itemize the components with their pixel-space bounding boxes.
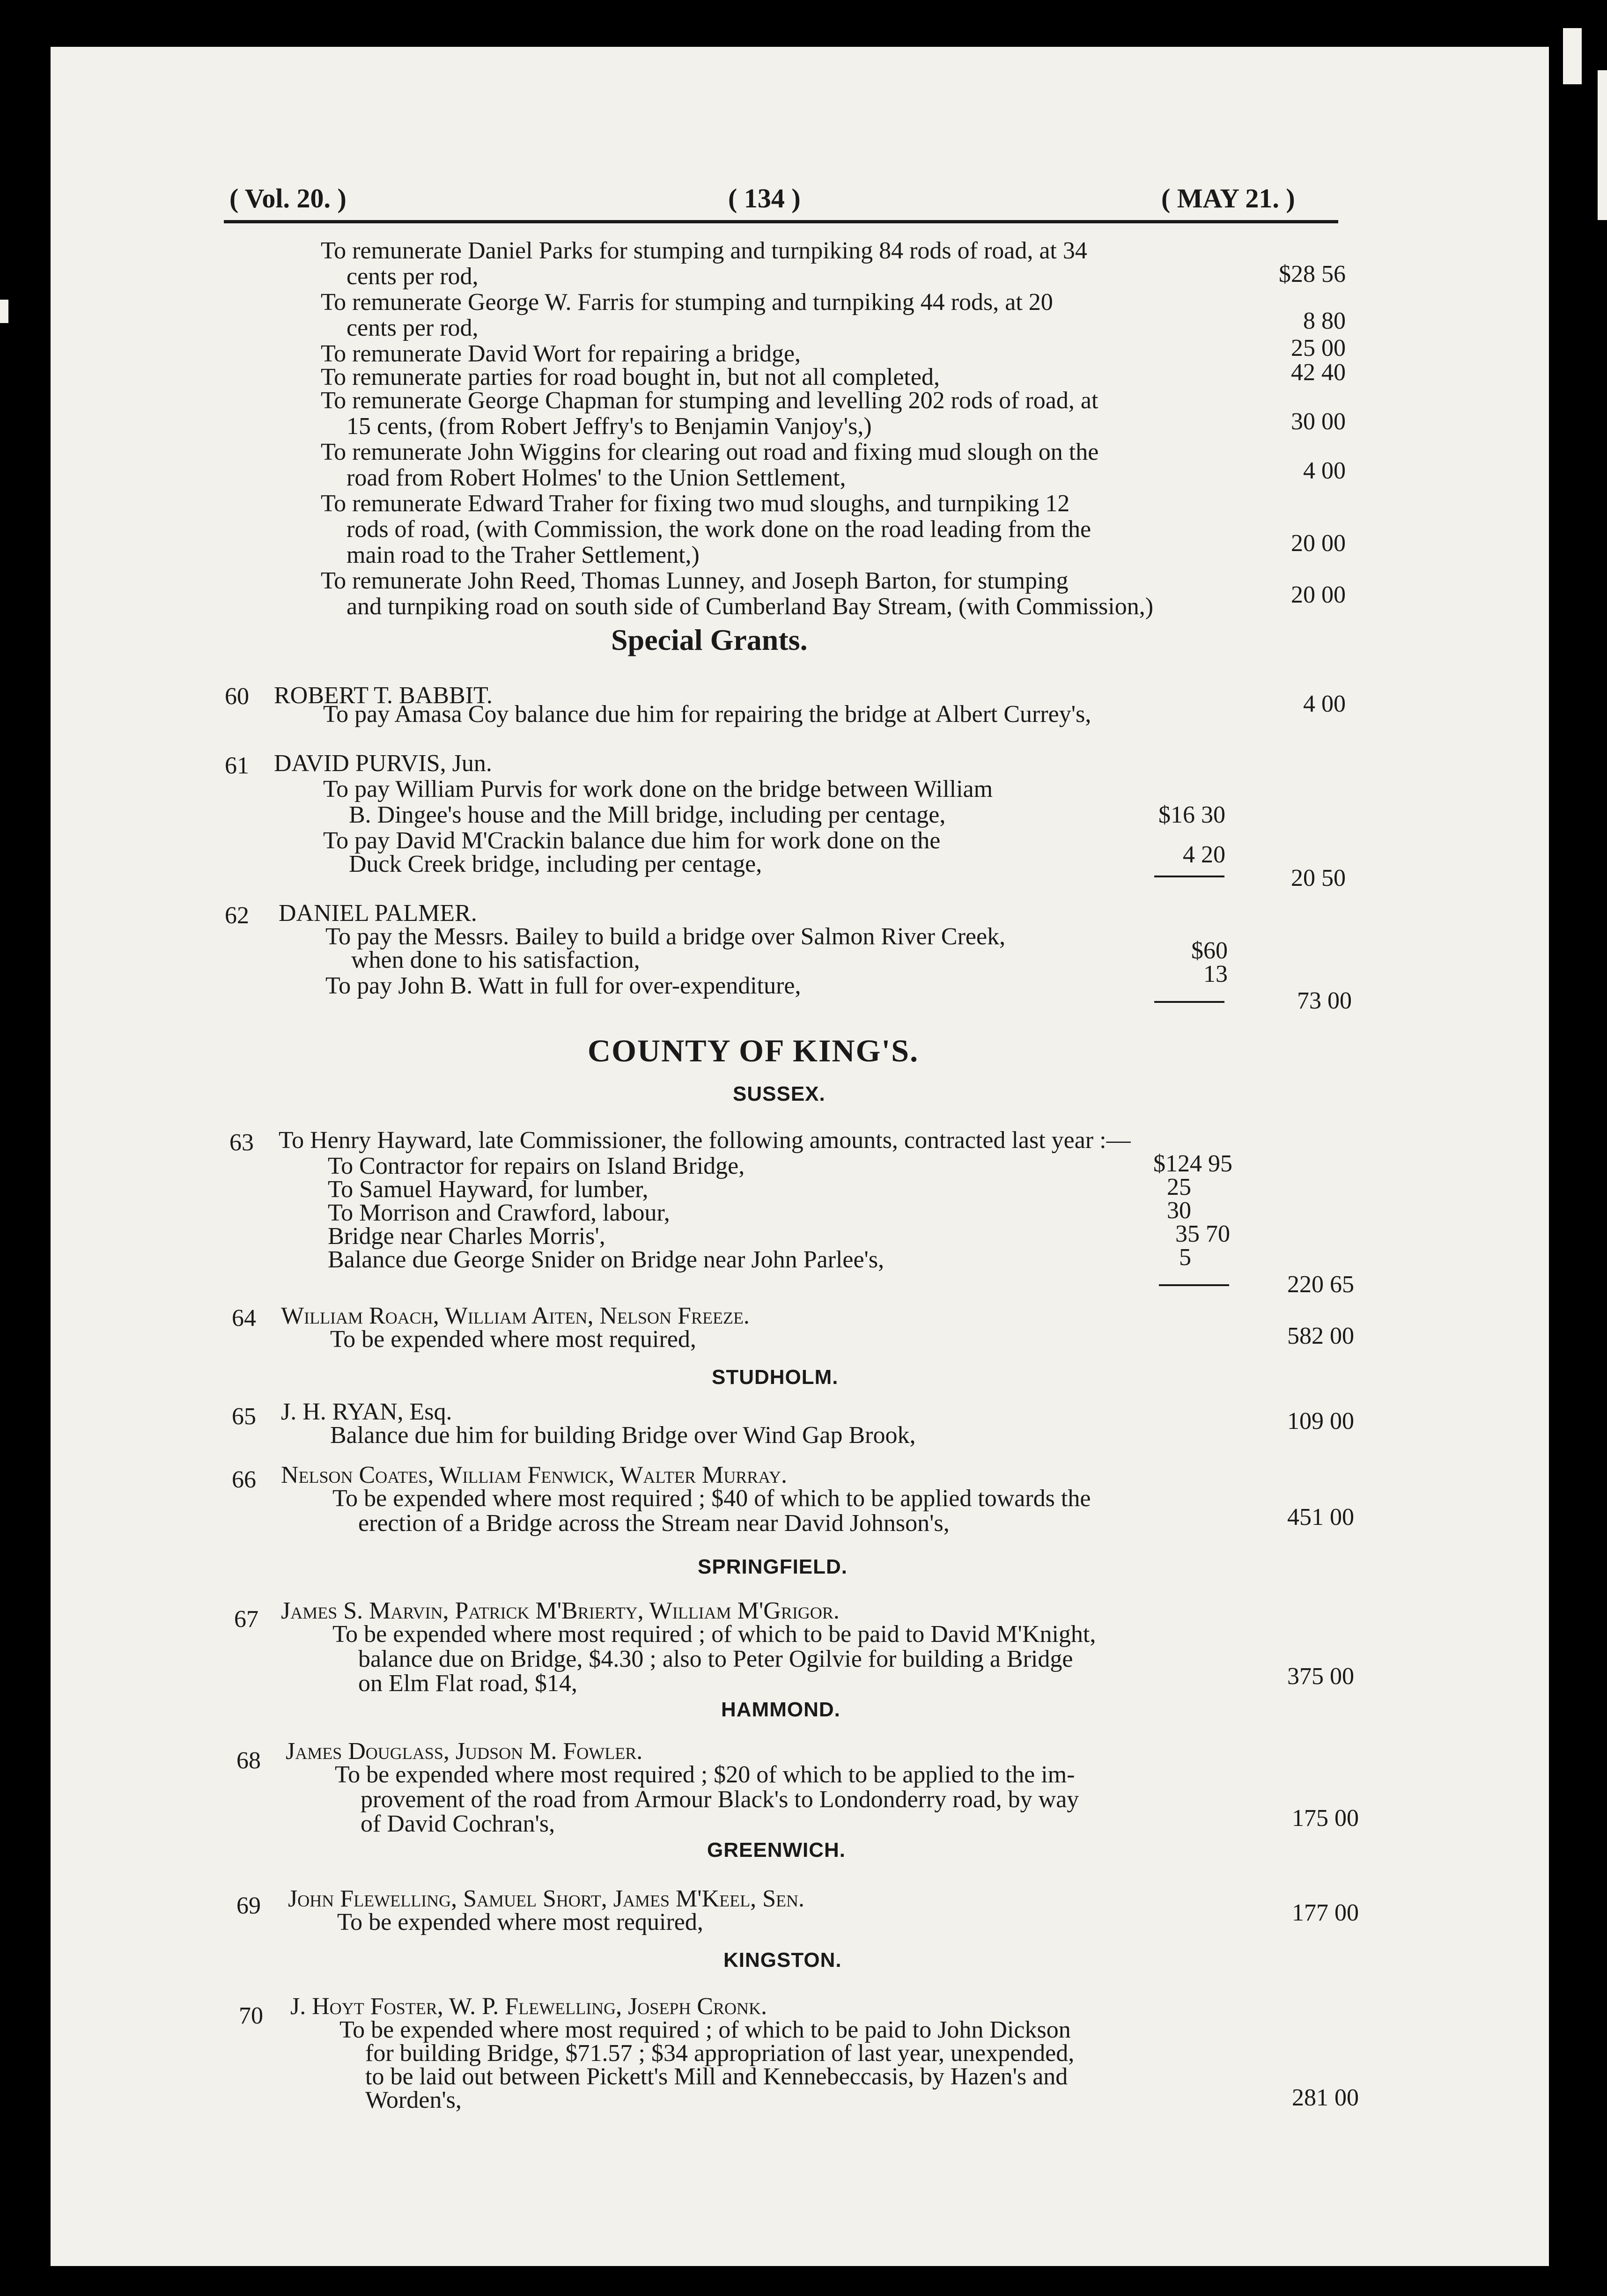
- text-line: To pay William Purvis for work done on the bridge between William: [323, 776, 993, 802]
- text-line: To be expended where most required,: [330, 1326, 696, 1353]
- amount: 177 00: [1292, 1899, 1359, 1926]
- parish-heading: GREENWICH.: [707, 1839, 846, 1862]
- text-line: road from Robert Holmes' to the Union Settlement,: [346, 464, 846, 491]
- date-label: ( MAY 21. ): [1161, 183, 1295, 213]
- grant-number: 61: [225, 752, 249, 779]
- grant-number: 68: [236, 1747, 261, 1774]
- text-line: erection of a Bridge across the Stream near David Johnson's,: [358, 1510, 950, 1537]
- grant-number: 69: [236, 1892, 261, 1919]
- grant-name: DAVID PURVIS, Jun.: [274, 750, 492, 777]
- amount: 13: [1203, 961, 1228, 987]
- text-line: To pay David M'Crackin balance due him for work done on the: [323, 827, 941, 854]
- grant-number: 62: [225, 902, 249, 929]
- total-amount: 73 00: [1297, 987, 1352, 1014]
- text-line: To pay John B. Watt in full for over-expenditure,: [325, 972, 801, 999]
- amount: 25: [1167, 1174, 1191, 1200]
- county-heading: COUNTY OF KING'S.: [588, 1033, 919, 1068]
- amount: 582 00: [1287, 1323, 1354, 1349]
- text-line: To remunerate David Wort for repairing a bridge,: [321, 340, 801, 367]
- text-line: cents per rod,: [346, 315, 479, 341]
- parish-heading: KINGSTON.: [723, 1949, 842, 1972]
- amount: 175 00: [1292, 1805, 1359, 1832]
- amount: 375 00: [1287, 1663, 1354, 1690]
- text-line: balance due on Bridge, $4.30 ; also to Peter Ogilvie for building a Bridge: [358, 1646, 1073, 1672]
- text-line: To Contractor for repairs on Island Bridge,: [328, 1153, 745, 1179]
- text-line: rods of road, (with Commission, the work done on the road leading from the: [346, 516, 1091, 543]
- text-line: To pay Amasa Coy balance due him for repairing the bridge at Albert Currey's,: [323, 701, 1091, 728]
- text-line: Balance due George Snider on Bridge near John Parlee's,: [328, 1246, 885, 1273]
- amount: 4 00: [1303, 691, 1346, 717]
- text-line: To be expended where most required ; of which to be paid to John Dickson: [339, 2016, 1071, 2043]
- amount: 42 40: [1291, 359, 1346, 386]
- amount: 35 70: [1175, 1221, 1230, 1247]
- total-amount: 20 50: [1291, 865, 1346, 891]
- text-line: To be expended where most required ; $20 of which to be applied to the im-: [335, 1761, 1075, 1788]
- amount: 20 00: [1291, 530, 1346, 557]
- grant-name: J. H. RYAN, Esq.: [281, 1398, 452, 1425]
- volume-label: ( Vol. 20. ): [229, 183, 346, 213]
- text-line: of David Cochran's,: [361, 1810, 555, 1837]
- text-line: Duck Creek bridge, including per centage,: [349, 851, 762, 877]
- text-line: To remunerate Edward Traher for fixing two mud sloughs, and turnpiking 12: [321, 490, 1070, 517]
- text-line: To be expended where most required ; $40 of which to be applied towards the: [332, 1485, 1091, 1512]
- text-line: To pay the Messrs. Bailey to build a bridge over Salmon River Creek,: [325, 923, 1006, 950]
- amount: $28 56: [1279, 261, 1346, 287]
- grant-name: J. Hoyt Foster, W. P. Flewelling, Joseph Cronk.: [290, 1993, 767, 2020]
- amount: 30 00: [1291, 408, 1346, 435]
- amount: $124 95: [1153, 1150, 1232, 1177]
- text-line: for building Bridge, $71.57 ; $34 appropriation of last year, unexpended,: [365, 2040, 1075, 2067]
- amount: 4 00: [1303, 457, 1346, 484]
- text-line: To be expended where most required ; of which to be paid to David M'Knight,: [332, 1621, 1096, 1648]
- text-line: provement of the road from Armour Black's to Londonderry road, by way: [361, 1786, 1079, 1813]
- text-line: To remunerate parties for road bought in, but not all completed,: [321, 364, 940, 390]
- amount: 5: [1179, 1244, 1191, 1271]
- text-line: B. Dingee's house and the Mill bridge, including per centage,: [349, 802, 946, 828]
- text-line: Balance due him for building Bridge over Wind Gap Brook,: [330, 1422, 916, 1449]
- text-line: To remunerate John Reed, Thomas Lunney, and Joseph Barton, for stumping: [321, 567, 1069, 594]
- text-line: Bridge near Charles Morris',: [328, 1223, 605, 1250]
- section-heading: Special Grants.: [611, 623, 808, 656]
- amount: 25 00: [1291, 335, 1346, 361]
- grant-name: William Roach, William Aiten, Nelson Freeze.: [281, 1303, 750, 1329]
- grant-number: 70: [239, 2002, 263, 2029]
- grant-name: ROBERT T. BABBIT.: [274, 682, 493, 709]
- amount: 109 00: [1287, 1408, 1354, 1435]
- text-line: To Samuel Hayward, for lumber,: [328, 1176, 649, 1203]
- grant-number: 64: [232, 1305, 256, 1332]
- grant-name: James S. Marvin, Patrick M'Brierty, William M'Grigor.: [281, 1597, 840, 1624]
- grant-number: 63: [229, 1129, 254, 1156]
- text-line: To remunerate George Chapman for stumping and levelling 202 rods of road, at: [321, 387, 1098, 414]
- text-line: cents per rod,: [346, 263, 479, 290]
- parish-heading: SUSSEX.: [733, 1082, 826, 1105]
- grant-name: DANIEL PALMER.: [279, 900, 477, 927]
- amount: 281 00: [1292, 2084, 1359, 2111]
- text-line: To Henry Hayward, late Commissioner, the following amounts, contracted last year :—: [279, 1127, 1131, 1154]
- parish-heading: SPRINGFIELD.: [698, 1555, 848, 1578]
- total-amount: 220 65: [1287, 1271, 1354, 1298]
- text-line: To remunerate Daniel Parks for stumping and turnpiking 84 rods of road, at 34: [321, 237, 1087, 264]
- text-line: To remunerate George W. Farris for stumping and turnpiking 44 rods, at 20: [321, 289, 1053, 316]
- text-line: and turnpiking road on south side of Cumberland Bay Stream, (with Commission,): [346, 593, 1154, 620]
- amount: $60: [1191, 937, 1228, 964]
- grant-number: 67: [234, 1606, 258, 1633]
- grant-name: Nelson Coates, William Fenwick, Walter Murray.: [281, 1462, 787, 1488]
- grant-number: 66: [232, 1466, 256, 1493]
- header-rule: [224, 220, 1338, 223]
- text-line: Worden's,: [365, 2087, 462, 2113]
- text-line: on Elm Flat road, $14,: [358, 1670, 577, 1697]
- parish-heading: STUDHOLM.: [712, 1366, 839, 1389]
- sum-rule: [1159, 1284, 1229, 1286]
- amount: 451 00: [1287, 1504, 1354, 1531]
- sum-rule: [1154, 876, 1224, 877]
- text-line: To Morrison and Crawford, labour,: [328, 1200, 670, 1226]
- text-line: to be laid out between Pickett's Mill and Kennebeccasis, by Hazen's and: [365, 2063, 1068, 2090]
- page-number: ( 134 ): [728, 183, 801, 213]
- scan-edge-mark: [1563, 28, 1582, 84]
- amount: 8 80: [1303, 308, 1346, 334]
- amount: 4 20: [1183, 841, 1225, 868]
- grant-name: James Douglass, Judson M. Fowler.: [286, 1738, 643, 1765]
- parish-heading: HAMMOND.: [721, 1698, 840, 1721]
- text-line: when done to his satisfaction,: [351, 947, 640, 973]
- amount: 20 00: [1291, 581, 1346, 608]
- amount: $16 30: [1158, 802, 1225, 828]
- text-line: main road to the Traher Settlement,): [346, 542, 700, 568]
- grant-number: 65: [232, 1403, 256, 1430]
- text-line: 15 cents, (from Robert Jeffry's to Benjamin Vanjoy's,): [346, 413, 872, 440]
- text-line: To be expended where most required,: [337, 1909, 703, 1935]
- grant-name: John Flewelling, Samuel Short, James M'Keel, Sen.: [288, 1885, 805, 1912]
- scan-edge-mark: [1598, 70, 1607, 220]
- sum-rule: [1154, 1001, 1224, 1003]
- grant-number: 60: [225, 683, 249, 710]
- text-line: To remunerate John Wiggins for clearing out road and fixing mud slough on the: [321, 439, 1099, 465]
- amount: 30: [1167, 1197, 1191, 1224]
- scan-edge-mark: [0, 300, 8, 323]
